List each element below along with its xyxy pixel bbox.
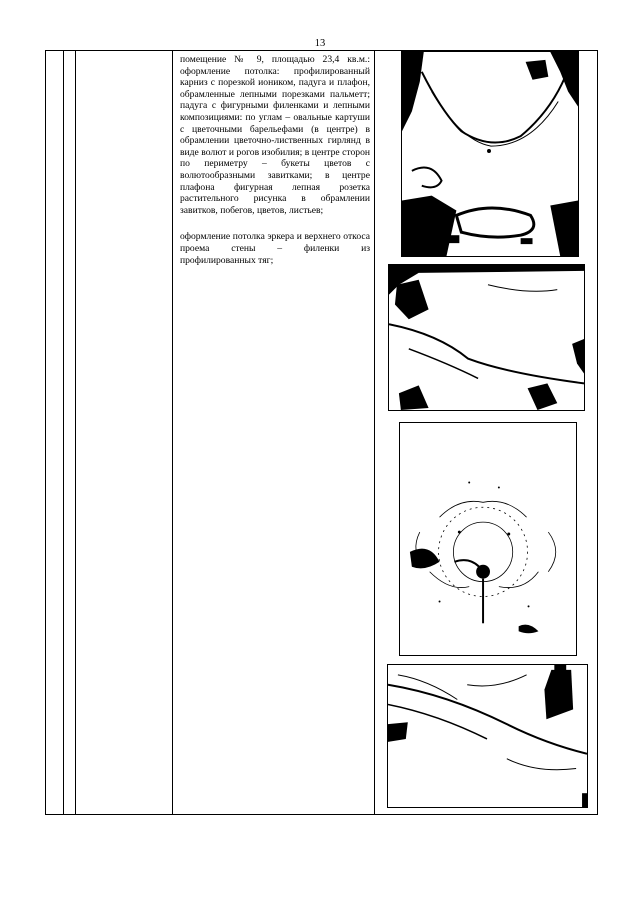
description-cell — [180, 54, 370, 281]
column-divider — [172, 51, 173, 814]
column-divider — [75, 51, 76, 814]
bay-window-ceiling-photo — [388, 264, 585, 411]
ceiling-cornice-photo — [401, 51, 579, 257]
description-paragraph-main: помещение № 9, площадью 23,4 кв.м.: оформление потолка: профилированный карниз с порезкой иоником, падуга и плафон, обрамленные лепными порезками пальметт; падуга с фигурными филенками и лепными композициями: по углам – овальные картуши с цветочными барельефами (в центре) в обрамлении цветочно-лиственных гирлянд в виде волют и рогов изобилия; в центре сторон по периметру – букеты цветов с волютообразными завитками; в центре плафона фигурная лепная розетка растительного рисунка в обрамлении завитков, побегов, цветов, листьев; — [180, 54, 370, 216]
column-divider — [374, 51, 375, 814]
corner-ceiling-photo — [387, 664, 588, 808]
monument-elements-table — [45, 50, 598, 815]
ceiling-rosette-photo — [399, 422, 577, 656]
description-paragraph-bay: оформление потолка эркера и верхнего откоса проема стены – филенки из профилированных тяг; — [180, 231, 370, 266]
page-number: 13 — [314, 38, 326, 49]
column-divider — [63, 51, 64, 814]
